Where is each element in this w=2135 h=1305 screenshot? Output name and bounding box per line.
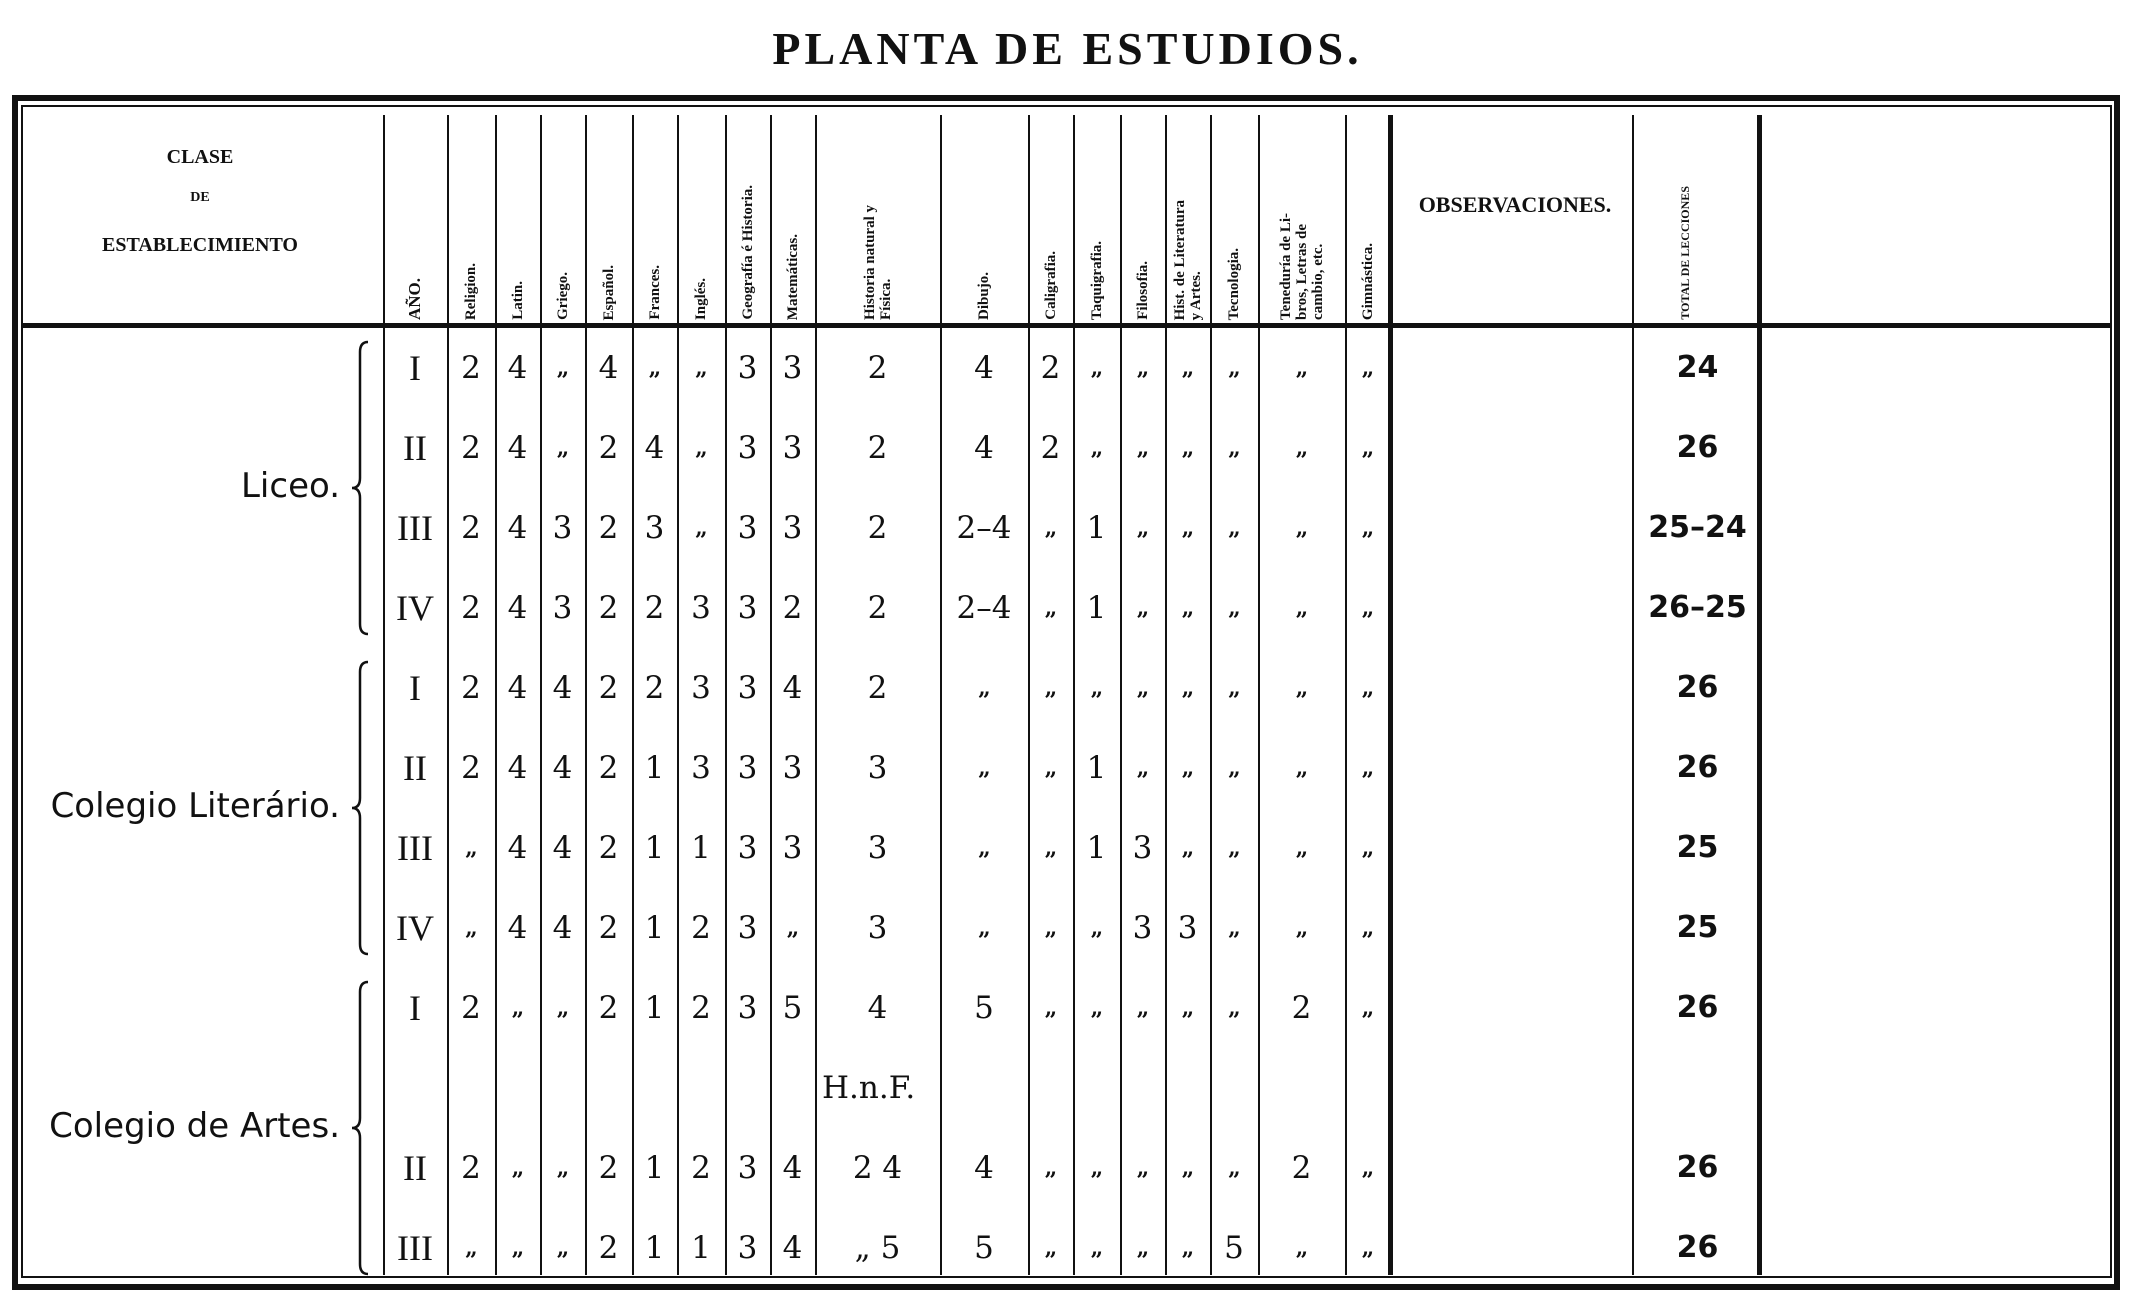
table-cell: 2 4 bbox=[852, 1150, 903, 1186]
table-cell: 2 bbox=[598, 510, 619, 546]
table-cell: 4 bbox=[507, 750, 528, 786]
column-header-hist_literatura: Hist. de Literatura y Artes. bbox=[1171, 199, 1204, 320]
table-cell: 2 bbox=[598, 910, 619, 946]
column-header-filosofia: Filosofia. bbox=[1134, 261, 1151, 320]
table-cell: „ bbox=[1295, 755, 1308, 781]
table-cell: 4 bbox=[867, 990, 888, 1026]
table-cell: 3 bbox=[644, 510, 665, 546]
table-cell: 3 bbox=[782, 830, 803, 866]
table-cell: 1 bbox=[1086, 590, 1107, 626]
table-cell: 4 bbox=[507, 430, 528, 466]
table-cell: 3 bbox=[737, 670, 758, 706]
table-cell: 2 bbox=[598, 830, 619, 866]
table-cell: 1 bbox=[644, 910, 665, 946]
table-cell: „ bbox=[1361, 595, 1374, 621]
table-cell: „ bbox=[1181, 1235, 1194, 1261]
table-cell: 3 bbox=[737, 750, 758, 786]
table-cell: 3 bbox=[691, 750, 711, 786]
table-cell: „ bbox=[1136, 1155, 1149, 1181]
table-cell: 3 bbox=[1132, 830, 1153, 866]
table-cell: „ bbox=[1136, 355, 1149, 381]
table-cell: „ bbox=[1044, 755, 1057, 781]
table-cell: „ bbox=[1044, 1155, 1057, 1181]
table-cell: „ bbox=[1228, 355, 1240, 381]
table-cell: „ bbox=[511, 995, 524, 1021]
table-cell: „ bbox=[1044, 595, 1057, 621]
table-cell: „ bbox=[1361, 675, 1374, 701]
table-cell: 2 bbox=[598, 1150, 619, 1186]
table-cell: „ 5 bbox=[854, 1230, 901, 1266]
header-total: TOTAL DE LECCIONES bbox=[1678, 186, 1692, 320]
table-cell: 3 bbox=[867, 750, 888, 786]
table-cell: 2 bbox=[867, 350, 888, 386]
table-cell: „ bbox=[1090, 435, 1103, 461]
table-cell: „ bbox=[1361, 1155, 1374, 1181]
column-header-dibujo: Dibujo. bbox=[976, 272, 992, 320]
table-cell: „ bbox=[978, 835, 990, 861]
table-cell: „ bbox=[1228, 675, 1240, 701]
table-cell: 4 bbox=[974, 1150, 994, 1186]
table-cell: „ bbox=[1228, 915, 1240, 941]
table-cell: 1 bbox=[1086, 830, 1107, 866]
table-cell: 2 bbox=[691, 990, 711, 1026]
group-brace bbox=[350, 660, 370, 956]
table-cell: „ bbox=[648, 355, 661, 381]
table-cell: 2 bbox=[461, 990, 481, 1026]
header-clase: CLASE bbox=[166, 146, 234, 168]
table-cell: „ bbox=[1181, 675, 1194, 701]
table-cell: „ bbox=[1090, 915, 1103, 941]
table-cell: „ bbox=[1044, 1235, 1057, 1261]
table-cell: 2 bbox=[598, 670, 619, 706]
table-cell: „ bbox=[1295, 1235, 1308, 1261]
table-cell: 2 bbox=[867, 510, 888, 546]
table-cell: 2 bbox=[1291, 1150, 1312, 1186]
table-cell: 1 bbox=[691, 1230, 711, 1266]
row-total: 26–25 bbox=[1648, 590, 1747, 625]
table-cell: 2 bbox=[461, 430, 481, 466]
table-cell: „ bbox=[1044, 915, 1057, 941]
group-brace bbox=[350, 340, 370, 636]
table-cell: 3 bbox=[552, 510, 573, 546]
column-header-historia_natural: Historia natural y Física. bbox=[861, 205, 894, 320]
table-cell: „ bbox=[1361, 355, 1374, 381]
table-cell: „ bbox=[1181, 995, 1194, 1021]
table-cell: 2–4 bbox=[956, 510, 1012, 546]
table-cell: 3 bbox=[1177, 910, 1198, 946]
table-cell: „ bbox=[1295, 675, 1308, 701]
column-header-geografia: Geografía é Historia. bbox=[739, 185, 756, 320]
table-cell: „ bbox=[1090, 1155, 1103, 1181]
table-cell: 1 bbox=[644, 830, 665, 866]
table-cell: „ bbox=[1181, 1155, 1194, 1181]
table-cell: 1 bbox=[691, 830, 711, 866]
row-year: III bbox=[397, 828, 433, 868]
table-cell: „ bbox=[786, 915, 799, 941]
table-cell: 3 bbox=[691, 670, 711, 706]
table-cell: „ bbox=[465, 915, 477, 941]
column-header-espanol: Español. bbox=[600, 264, 617, 320]
table-cell: 2 bbox=[598, 1230, 619, 1266]
table-cell: 3 bbox=[691, 590, 711, 626]
table-cell: 2 bbox=[1040, 430, 1061, 466]
row-year: II bbox=[403, 748, 427, 788]
table-cell: „ bbox=[556, 995, 569, 1021]
table-cell: 5 bbox=[782, 990, 803, 1026]
table-cell: „ bbox=[978, 915, 990, 941]
table-cell: 2 bbox=[644, 590, 665, 626]
table-cell: 4 bbox=[782, 670, 803, 706]
table-cell: 4 bbox=[974, 350, 994, 386]
table-cell: 2 bbox=[1040, 350, 1061, 386]
table-cell: 4 bbox=[507, 910, 528, 946]
row-total: 26 bbox=[1676, 1150, 1719, 1185]
table-cell: 4 bbox=[552, 750, 573, 786]
table-cell: 4 bbox=[507, 510, 528, 546]
table-cell: 3 bbox=[552, 590, 573, 626]
table-cell: „ bbox=[1044, 995, 1057, 1021]
table-cell: „ bbox=[1228, 995, 1240, 1021]
table-cell: 4 bbox=[507, 350, 528, 386]
table-cell: 4 bbox=[644, 430, 665, 466]
table-cell: 5 bbox=[974, 1230, 994, 1266]
page-title: PLANTA DE ESTUDIOS. bbox=[772, 23, 1363, 74]
row-year: III bbox=[397, 508, 433, 548]
table-cell: 3 bbox=[782, 350, 803, 386]
table-cell: „ bbox=[1361, 515, 1374, 541]
table-cell: „ bbox=[1044, 675, 1057, 701]
table-cell: „ bbox=[1181, 355, 1194, 381]
table-cell: „ bbox=[1090, 355, 1103, 381]
table-cell: „ bbox=[1181, 435, 1194, 461]
table-cell: 3 bbox=[737, 1150, 758, 1186]
row-year: I bbox=[409, 348, 421, 388]
table-cell: 2 bbox=[691, 910, 711, 946]
row-total: 25 bbox=[1676, 910, 1719, 945]
table-cell: 3 bbox=[737, 510, 758, 546]
table-cell: 4 bbox=[552, 670, 573, 706]
table-cell: „ bbox=[1136, 435, 1149, 461]
row-year: IV bbox=[396, 588, 434, 628]
table-cell: „ bbox=[1228, 835, 1240, 861]
table-cell: „ bbox=[1295, 595, 1308, 621]
establishment-label: Liceo. bbox=[240, 466, 340, 506]
column-header-caligrafia: Caligrafia. bbox=[1042, 251, 1059, 320]
column-header-anio: AÑO. bbox=[405, 277, 424, 320]
table-cell: „ bbox=[1044, 515, 1057, 541]
table-cell: 2 bbox=[598, 430, 619, 466]
table-cell: „ bbox=[1295, 355, 1308, 381]
table-cell: „ bbox=[1181, 595, 1194, 621]
table-cell: 3 bbox=[737, 830, 758, 866]
table-cell: 2 bbox=[461, 670, 481, 706]
table-cell: „ bbox=[1136, 995, 1149, 1021]
table-cell: „ bbox=[1044, 835, 1057, 861]
table-cell: 1 bbox=[1086, 750, 1107, 786]
column-header-taquigrafia: Taquigrafia. bbox=[1088, 240, 1105, 320]
table-cell: „ bbox=[1295, 435, 1308, 461]
table-cell: „ bbox=[556, 1235, 569, 1261]
table-cell: „ bbox=[1136, 755, 1149, 781]
column-header-teneduria: Teneduría de Li- bros, Letras de cambio, etc. bbox=[1277, 213, 1326, 320]
table-cell: 2–4 bbox=[956, 590, 1012, 626]
table-cell: 4 bbox=[974, 430, 994, 466]
row-total: 26 bbox=[1676, 1230, 1719, 1265]
table-cell: „ bbox=[465, 835, 477, 861]
table-cell: „ bbox=[511, 1235, 524, 1261]
table-cell: „ bbox=[1228, 515, 1240, 541]
column-header-frances: Frances. bbox=[646, 265, 663, 320]
table-cell: 4 bbox=[782, 1150, 803, 1186]
table-cell: 2 bbox=[461, 750, 481, 786]
table-cell: „ bbox=[695, 355, 707, 381]
table-cell: 3 bbox=[1132, 910, 1153, 946]
hnf-note: H.n.F. bbox=[822, 1070, 916, 1106]
table-cell: 3 bbox=[737, 430, 758, 466]
table-cell: 4 bbox=[507, 830, 528, 866]
table-cell: „ bbox=[1181, 835, 1194, 861]
table-cell: 1 bbox=[644, 1230, 665, 1266]
table-cell: 3 bbox=[867, 910, 888, 946]
table-cell: „ bbox=[695, 435, 707, 461]
table-cell: 2 bbox=[598, 750, 619, 786]
row-year: II bbox=[403, 428, 427, 468]
table-cell: „ bbox=[1136, 675, 1149, 701]
table-cell: 1 bbox=[644, 990, 665, 1026]
header-observaciones: OBSERVACIONES. bbox=[1418, 192, 1612, 217]
group-brace bbox=[350, 980, 370, 1276]
header-rule bbox=[21, 323, 2112, 328]
table-cell: 3 bbox=[737, 910, 758, 946]
column-header-latin: Latin. bbox=[509, 281, 526, 320]
establishment-label: Colegio Literário. bbox=[50, 786, 340, 826]
table-cell: „ bbox=[1090, 995, 1103, 1021]
row-total: 26 bbox=[1676, 430, 1719, 465]
table-cell: 4 bbox=[507, 590, 528, 626]
table-cell: „ bbox=[1090, 1235, 1103, 1261]
row-total: 26 bbox=[1676, 990, 1719, 1025]
row-total: 26 bbox=[1676, 750, 1719, 785]
column-divider bbox=[1632, 115, 1634, 1275]
table-cell: 3 bbox=[782, 750, 803, 786]
column-header-religion: Religion. bbox=[463, 262, 479, 320]
table-cell: 2 bbox=[867, 670, 888, 706]
table-cell: 2 bbox=[867, 590, 888, 626]
table-cell: „ bbox=[1361, 1235, 1374, 1261]
table-cell: „ bbox=[1228, 1155, 1240, 1181]
establishment-label: Colegio de Artes. bbox=[49, 1106, 340, 1146]
table-cell: „ bbox=[556, 1155, 569, 1181]
table-cell: „ bbox=[1136, 1235, 1149, 1261]
table-cell: 3 bbox=[737, 990, 758, 1026]
table-cell: 2 bbox=[598, 990, 619, 1026]
table-cell: 2 bbox=[598, 590, 619, 626]
table-cell: „ bbox=[556, 435, 569, 461]
table-cell: „ bbox=[1361, 755, 1374, 781]
table-cell: „ bbox=[1361, 915, 1374, 941]
table-cell: 4 bbox=[507, 670, 528, 706]
table-cell: „ bbox=[1090, 675, 1103, 701]
table-cell: „ bbox=[1361, 435, 1374, 461]
table-cell: „ bbox=[978, 755, 990, 781]
table-cell: 2 bbox=[461, 590, 481, 626]
row-year: III bbox=[397, 1228, 433, 1268]
table-cell: 5 bbox=[1224, 1230, 1244, 1266]
table-cell: 3 bbox=[782, 430, 803, 466]
table-cell: 5 bbox=[974, 990, 994, 1026]
column-header-griego: Griego. bbox=[554, 272, 571, 320]
table-cell: „ bbox=[1181, 515, 1194, 541]
header-de: DE bbox=[190, 190, 210, 205]
table-cell: „ bbox=[1295, 515, 1308, 541]
table-cell: 1 bbox=[1086, 510, 1107, 546]
table-cell: „ bbox=[978, 675, 990, 701]
table-cell: 1 bbox=[644, 750, 665, 786]
table-cell: 2 bbox=[461, 1150, 481, 1186]
column-header-tecnologia: Tecnologia. bbox=[1226, 247, 1242, 320]
row-year: I bbox=[409, 668, 421, 708]
table-cell: 3 bbox=[737, 1230, 758, 1266]
table-cell: „ bbox=[1228, 435, 1240, 461]
table-cell: 2 bbox=[691, 1150, 711, 1186]
table-cell: 2 bbox=[782, 590, 803, 626]
table-cell: 3 bbox=[737, 590, 758, 626]
column-header-ingles: Inglés. bbox=[693, 277, 709, 320]
table-cell: „ bbox=[1295, 915, 1308, 941]
column-header-matematicas: Matemáticas. bbox=[784, 233, 801, 320]
table-cell: 3 bbox=[782, 510, 803, 546]
table-cell: „ bbox=[1136, 595, 1149, 621]
table-cell: 2 bbox=[644, 670, 665, 706]
row-total: 25 bbox=[1676, 830, 1719, 865]
column-header-gimnastica: Gimnástica. bbox=[1359, 242, 1376, 320]
table-cell: „ bbox=[465, 1235, 477, 1261]
table-cell: „ bbox=[1181, 755, 1194, 781]
row-year: II bbox=[403, 1148, 427, 1188]
row-total: 26 bbox=[1676, 670, 1719, 705]
table-cell: 2 bbox=[1291, 990, 1312, 1026]
table-cell: 3 bbox=[867, 830, 888, 866]
table-cell: „ bbox=[1228, 595, 1240, 621]
table-cell: „ bbox=[1295, 835, 1308, 861]
table-cell: 4 bbox=[782, 1230, 803, 1266]
table-cell: 2 bbox=[461, 350, 481, 386]
table-cell: 4 bbox=[598, 350, 619, 386]
table-cell: „ bbox=[1136, 515, 1149, 541]
table-cell: 4 bbox=[552, 830, 573, 866]
table-cell: „ bbox=[556, 355, 569, 381]
row-total: 24 bbox=[1676, 350, 1719, 385]
table-cell: „ bbox=[1361, 995, 1374, 1021]
row-year: IV bbox=[396, 908, 434, 948]
row-year: I bbox=[409, 988, 421, 1028]
table-cell: „ bbox=[1228, 755, 1240, 781]
header-establecimiento: ESTABLECIMIENTO bbox=[102, 234, 298, 256]
table-cell: 4 bbox=[552, 910, 573, 946]
table-cell: „ bbox=[511, 1155, 524, 1181]
table-cell: 2 bbox=[867, 430, 888, 466]
table-cell: 3 bbox=[737, 350, 758, 386]
table-cell: 2 bbox=[461, 510, 481, 546]
table-cell: „ bbox=[695, 515, 707, 541]
row-total: 25–24 bbox=[1648, 510, 1747, 545]
table-cell: 1 bbox=[644, 1150, 665, 1186]
table-cell: „ bbox=[1361, 835, 1374, 861]
